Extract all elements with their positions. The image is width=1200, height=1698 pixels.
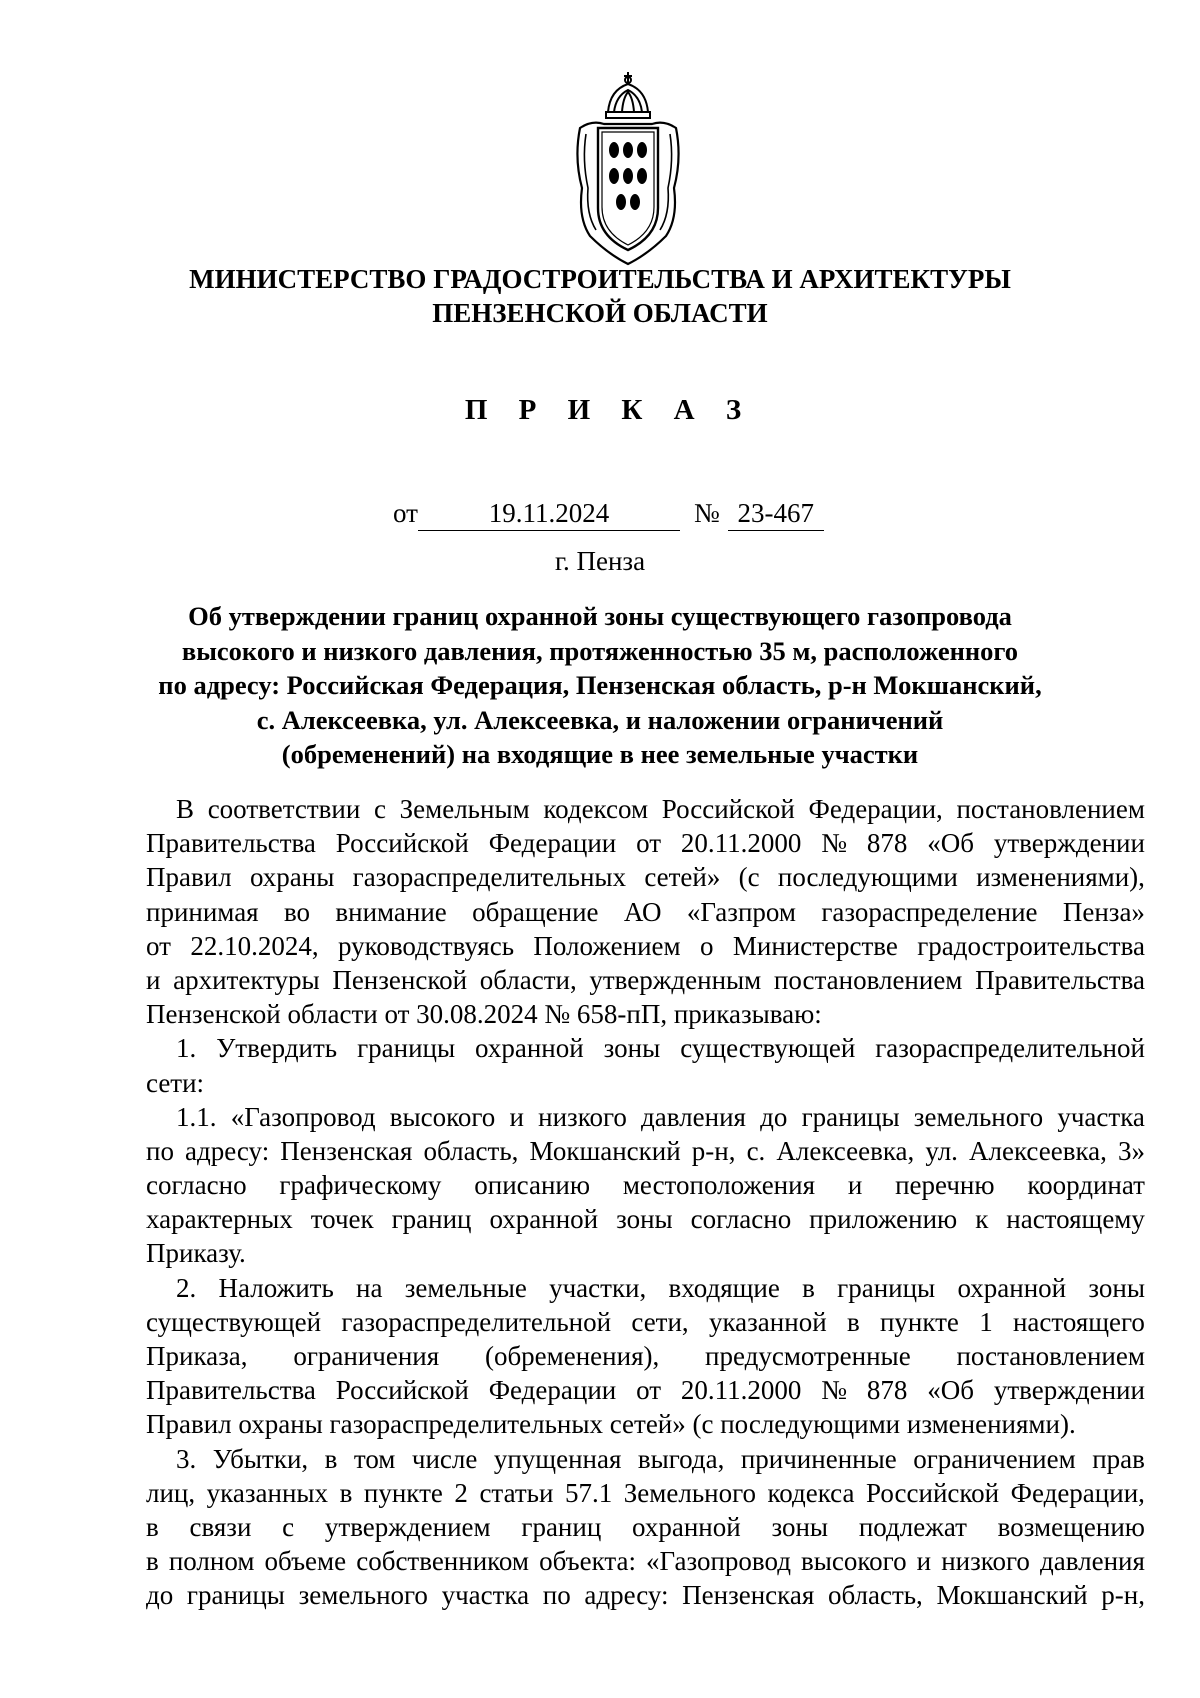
body-line: 2. Наложить на земельные участки, входящие в границы охранной зоны — [176, 1272, 1145, 1303]
body-line: по адресу: Пензенская область, Мокшанский р-н, с. Алексеевка, ул. Алексеевка, 3» — [146, 1135, 1145, 1166]
subject-line-3: по адресу: Российская Федерация, Пензенская область, р-н Мокшанский, — [158, 670, 1042, 700]
body-line: до границы земельного участка по адресу: Пензенская область, Мокшанский р-н, — [146, 1580, 1145, 1611]
body-line: в связи с утверждением границ охранной зоны подлежат возмещению — [146, 1511, 1145, 1542]
body-line: 1. Утвердить границы охранной зоны существующей газораспределительной — [176, 1033, 1145, 1064]
body-line: Приказа, ограничения (обременения), предусмотренные постановлением — [146, 1341, 1145, 1371]
body-line: существующей газораспределительной сети, указанной в пункте 1 настоящего — [146, 1306, 1145, 1337]
ministry-name-line-1: МИНИСТЕРСТВО ГРАДОСТРОИТЕЛЬСТВА И АРХИТЕКТУРЫ — [189, 264, 1011, 294]
body-line: от 22.10.2024, руководствуясь Положением о Министерстве градостроительства — [146, 930, 1145, 961]
subject-line-4: с. Алексеевка, ул. Алексеевка, и наложении ограничений — [256, 704, 944, 735]
order-number: 23-467 — [728, 496, 824, 531]
body-line: в полном объеме собственником объекта: «Газопровод высокого и низкого давления — [146, 1546, 1145, 1577]
subject-line-5: (обременений) на входящие в нее земельные участки — [281, 739, 919, 769]
order-date-number-line — [393, 496, 824, 530]
body-line: 1.1. «Газопровод высокого и низкого давления до границы земельного участка — [176, 1101, 1145, 1132]
subject-line-1: Об утверждении границ охранной зоны существующего газопровода — [188, 601, 1012, 631]
body-line: 3. Убытки, в том числе упущенная выгода, причиненные ограничением прав — [176, 1443, 1145, 1474]
body-line: согласно графическому описанию местоположения и перечню координат — [146, 1170, 1145, 1201]
body-line: Правил охраны газораспределительных сетей» (с последующими изменениями), — [146, 862, 1145, 893]
body-line: и архитектуры Пензенской области, утвержденным постановлением Правительства — [146, 964, 1145, 995]
subject-line-2: высокого и низкого давления, протяженностью 35 м, расположенного — [181, 635, 1019, 666]
city: г. Пенза — [554, 546, 646, 576]
body-line: Пензенской области от 30.08.2024 № 658-пП, приказываю: — [146, 999, 822, 1030]
body-line: Правительства Российской Федерации от 20.11.2000 № 878 «Об утверждении — [146, 828, 1145, 859]
date-prefix: от — [393, 498, 418, 528]
order-body-text — [146, 792, 1145, 1613]
order-subject — [0, 599, 1200, 772]
document-type-title: П Р И К А З — [464, 394, 754, 426]
body-line: В соответствии с Земельным кодексом Российской Федерации, постановлением — [176, 794, 1145, 824]
body-line: Приказу. — [146, 1238, 246, 1269]
body-line: сети: — [146, 1067, 205, 1098]
coat-of-arms-emblem — [568, 68, 688, 268]
body-line: Правил охраны газораспределительных сетей» (с последующими изменениями). — [146, 1409, 1076, 1440]
ministry-name — [0, 262, 1200, 330]
body-line: принимая во внимание обращение АО «Газпром газораспределение Пенза» — [146, 896, 1145, 927]
body-line: характерных точек границ охранной зоны согласно приложению к настоящему — [146, 1204, 1145, 1235]
number-prefix: № — [693, 498, 720, 528]
body-line: лиц, указанных в пункте 2 статьи 57.1 Земельного кодекса Российской Федерации, — [146, 1477, 1145, 1508]
order-date: 19.11.2024 — [418, 496, 680, 531]
body-line: Правительства Российской Федерации от 20.11.2000 № 878 «Об утверждении — [146, 1375, 1145, 1406]
ministry-name-line-2: ПЕНЗЕНСКОЙ ОБЛАСТИ — [432, 298, 768, 328]
